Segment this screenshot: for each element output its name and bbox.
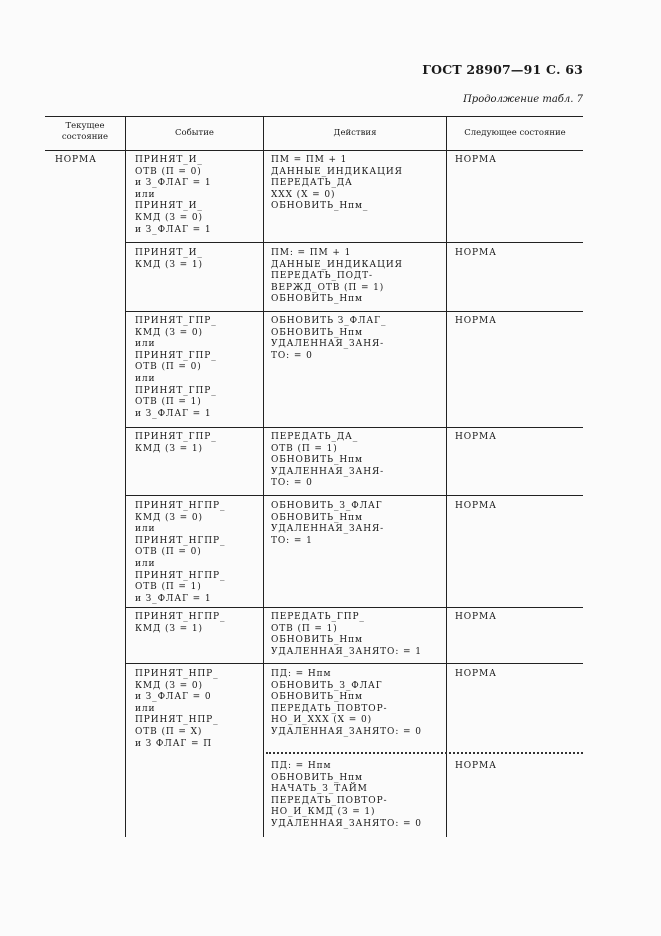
event-line: или bbox=[135, 373, 156, 384]
event-line: и З_ФЛАГ = 1 bbox=[135, 593, 212, 604]
row-3-next-state: НОРМА bbox=[455, 432, 497, 442]
column-divider-2 bbox=[263, 116, 264, 837]
row-separator bbox=[126, 663, 583, 664]
event-line: и З_ФЛАГ = 1 bbox=[135, 224, 212, 235]
page-header: ГОСТ 28907—91 С. 63 bbox=[422, 62, 583, 77]
alternative-separator-dotted bbox=[266, 752, 583, 754]
event-line: КМД (З = 0) bbox=[135, 212, 203, 223]
action-line: УДАЛЕННАЯ_ЗАНЯТО: = 0 bbox=[271, 726, 422, 737]
row-6-alt-next-state: НОРМА bbox=[455, 761, 497, 771]
row-6-event bbox=[135, 669, 219, 750]
action-line: ОТВ (П = 1) bbox=[271, 443, 338, 454]
action-line: ОБНОВИТЬ_З_ФЛАГ bbox=[271, 680, 383, 691]
row-separator bbox=[126, 427, 583, 428]
current-state-cell: НОРМА bbox=[55, 155, 97, 165]
row-2-actions bbox=[271, 316, 386, 362]
event-line: или bbox=[135, 558, 156, 569]
column-header-event: Событие bbox=[175, 128, 214, 138]
event-line: ПРИНЯТ_НПР_ bbox=[135, 715, 219, 726]
event-line: или bbox=[135, 339, 156, 350]
row-4-actions bbox=[271, 501, 384, 547]
event-line: КМД (З = 1) bbox=[135, 623, 203, 634]
action-line: НО_И_XXX (X = 0) bbox=[271, 715, 372, 726]
action-line: УДАЛЕННАЯ_ЗАНЯ- bbox=[271, 466, 385, 477]
action-line: УДАЛЕННАЯ_ЗАНЯТО: = 1 bbox=[271, 646, 422, 657]
row-1-actions bbox=[271, 248, 403, 306]
action-line: ПЕРЕДАТЬ_ПОВТОР- bbox=[271, 795, 388, 806]
row-5-event bbox=[135, 612, 225, 635]
event-line: ПРИНЯТ_ГПР_ bbox=[135, 316, 217, 326]
action-line: НО_И_КМД (З = 1) bbox=[271, 807, 376, 818]
action-line: XXX (X = 0) bbox=[271, 189, 336, 200]
event-line: КМД (З = 0) bbox=[135, 680, 203, 691]
row-5-actions bbox=[271, 612, 422, 658]
event-line: КМД (З = 1) bbox=[135, 259, 203, 270]
table-continuation-label: Продолжение табл. 7 bbox=[463, 94, 583, 105]
event-line: ПРИНЯТ_ГПР_ bbox=[135, 385, 217, 396]
event-line: ПРИНЯТ_И_ bbox=[135, 155, 203, 165]
action-line: ОБНОВИТЬ_Нпм bbox=[271, 294, 363, 305]
row-6-next-state: НОРМА bbox=[455, 669, 497, 679]
action-line: ВЕРЖД_ОТВ (П = 1) bbox=[271, 282, 385, 293]
column-header-actions: Действия bbox=[333, 128, 377, 138]
event-line: и З_ФЛАГ = 0 bbox=[135, 692, 212, 703]
action-line: ОБНОВИТЬ_Нпм bbox=[271, 327, 363, 338]
action-line: ПД: = Нпм bbox=[271, 761, 332, 771]
row-6-actions bbox=[271, 669, 422, 739]
event-line: или bbox=[135, 524, 156, 535]
action-line: ДАННЫЕ_ИНДИКАЦИЯ bbox=[271, 259, 403, 270]
action-line: УДАЛЕННАЯ_ЗАНЯТО: = 0 bbox=[271, 818, 422, 829]
event-line: КМД (З = 0) bbox=[135, 327, 203, 338]
action-line: ТО: = 0 bbox=[271, 350, 313, 361]
action-line: ПЕРЕДАТЬ_ДА bbox=[271, 178, 353, 189]
event-line: ОТВ (П = 0) bbox=[135, 166, 202, 177]
column-divider-3 bbox=[446, 116, 447, 837]
event-line: ПРИНЯТ_НГПР_ bbox=[135, 535, 226, 546]
event-line: ПРИНЯТ_И_ bbox=[135, 248, 203, 258]
row-separator bbox=[126, 495, 583, 496]
action-line: ПД: = Нпм bbox=[271, 669, 332, 679]
event-line: ОТВ (П = 1) bbox=[135, 582, 202, 593]
event-line: ПРИНЯТ_НГПР_ bbox=[135, 501, 226, 511]
row-separator bbox=[126, 607, 583, 608]
row-5-next-state: НОРМА bbox=[455, 612, 497, 622]
action-line: ПЕРЕДАТЬ_ПОВТОР- bbox=[271, 703, 388, 714]
action-line: ОБНОВИТЬ_Нпм bbox=[271, 512, 363, 523]
event-line: ОТВ (П = X) bbox=[135, 726, 203, 737]
event-line: ОТВ (П = 1) bbox=[135, 397, 202, 408]
row-0-next-state: НОРМА bbox=[455, 155, 497, 165]
action-line: УДАЛЕННАЯ_ЗАНЯ- bbox=[271, 524, 385, 535]
action-line: ТО: = 1 bbox=[271, 535, 313, 546]
action-line: ПЕРЕДАТЬ_ПОДТ- bbox=[271, 271, 373, 282]
action-line: НАЧАТЬ_З_ТАЙМ bbox=[271, 784, 368, 795]
row-3-event bbox=[135, 432, 217, 455]
row-0-event bbox=[135, 155, 212, 236]
action-line: ОБНОВИТЬ_Нпм bbox=[271, 772, 363, 783]
row-4-next-state: НОРМА bbox=[455, 501, 497, 511]
event-line: и З_ФЛАГ = 1 bbox=[135, 408, 212, 419]
action-line: ОТВ (П = 1) bbox=[271, 623, 338, 634]
row-1-event bbox=[135, 248, 203, 271]
action-line: ТО: = 0 bbox=[271, 478, 313, 489]
column-divider-1 bbox=[125, 116, 126, 837]
action-line: ОБНОВИТЬ_З_ФЛАГ bbox=[271, 501, 383, 511]
row-4-event bbox=[135, 501, 225, 605]
action-line: ПЕРЕДАТЬ_ГПР_ bbox=[271, 612, 365, 622]
row-2-next-state: НОРМА bbox=[455, 316, 497, 326]
action-line: ОБНОВИТЬ_Нпм_ bbox=[271, 201, 369, 212]
event-line: ПРИНЯТ_ГПР_ bbox=[135, 350, 217, 361]
event-line: КМД (З = 0) bbox=[135, 512, 203, 523]
event-line: КМД (З = 1) bbox=[135, 443, 203, 454]
action-line: ПМ = ПМ + 1 bbox=[271, 155, 348, 165]
row-1-next-state: НОРМА bbox=[455, 248, 497, 258]
event-line: ОТВ (П = 0) bbox=[135, 547, 202, 558]
row-6-alt-actions bbox=[271, 761, 422, 831]
event-line: ПРИНЯТ_И_ bbox=[135, 201, 203, 212]
action-line: ПМ: = ПМ + 1 bbox=[271, 248, 352, 258]
action-line: ДАННЫЕ_ИНДИКАЦИЯ bbox=[271, 166, 403, 177]
event-line: ПРИНЯТ_НГПР_ bbox=[135, 570, 226, 581]
action-line: ПЕРЕДАТЬ_ДА_ bbox=[271, 432, 359, 442]
action-line: ОБНОВИТЬ_Нпм bbox=[271, 635, 363, 646]
event-line: ПРИНЯТ_НГПР_ bbox=[135, 612, 226, 622]
event-line: ПРИНЯТ_ГПР_ bbox=[135, 432, 217, 442]
event-line: и З_ФЛАГ = 1 bbox=[135, 178, 212, 189]
row-2-event bbox=[135, 316, 217, 420]
column-header-current-state: Текущее состояние bbox=[61, 121, 109, 142]
row-3-actions bbox=[271, 432, 384, 490]
event-line: ПРИНЯТ_НПР_ bbox=[135, 669, 219, 679]
event-line: и З ФЛАГ = П bbox=[135, 738, 212, 749]
action-line: УДАЛЕННАЯ_ЗАНЯ- bbox=[271, 339, 385, 350]
event-line: или bbox=[135, 703, 156, 714]
action-line: ОБНОВИТЬ З_ФЛАГ_ bbox=[271, 316, 387, 326]
action-line: ОБНОВИТЬ_Нпм bbox=[271, 455, 363, 466]
row-separator bbox=[126, 311, 583, 312]
row-0-actions bbox=[271, 155, 403, 213]
row-separator bbox=[126, 242, 583, 243]
event-line: ОТВ (П = 0) bbox=[135, 362, 202, 373]
event-line: или bbox=[135, 189, 156, 200]
action-line: ОБНОВИТЬ_Нпм bbox=[271, 692, 363, 703]
column-header-next-state: Следующее состояние bbox=[464, 128, 566, 138]
